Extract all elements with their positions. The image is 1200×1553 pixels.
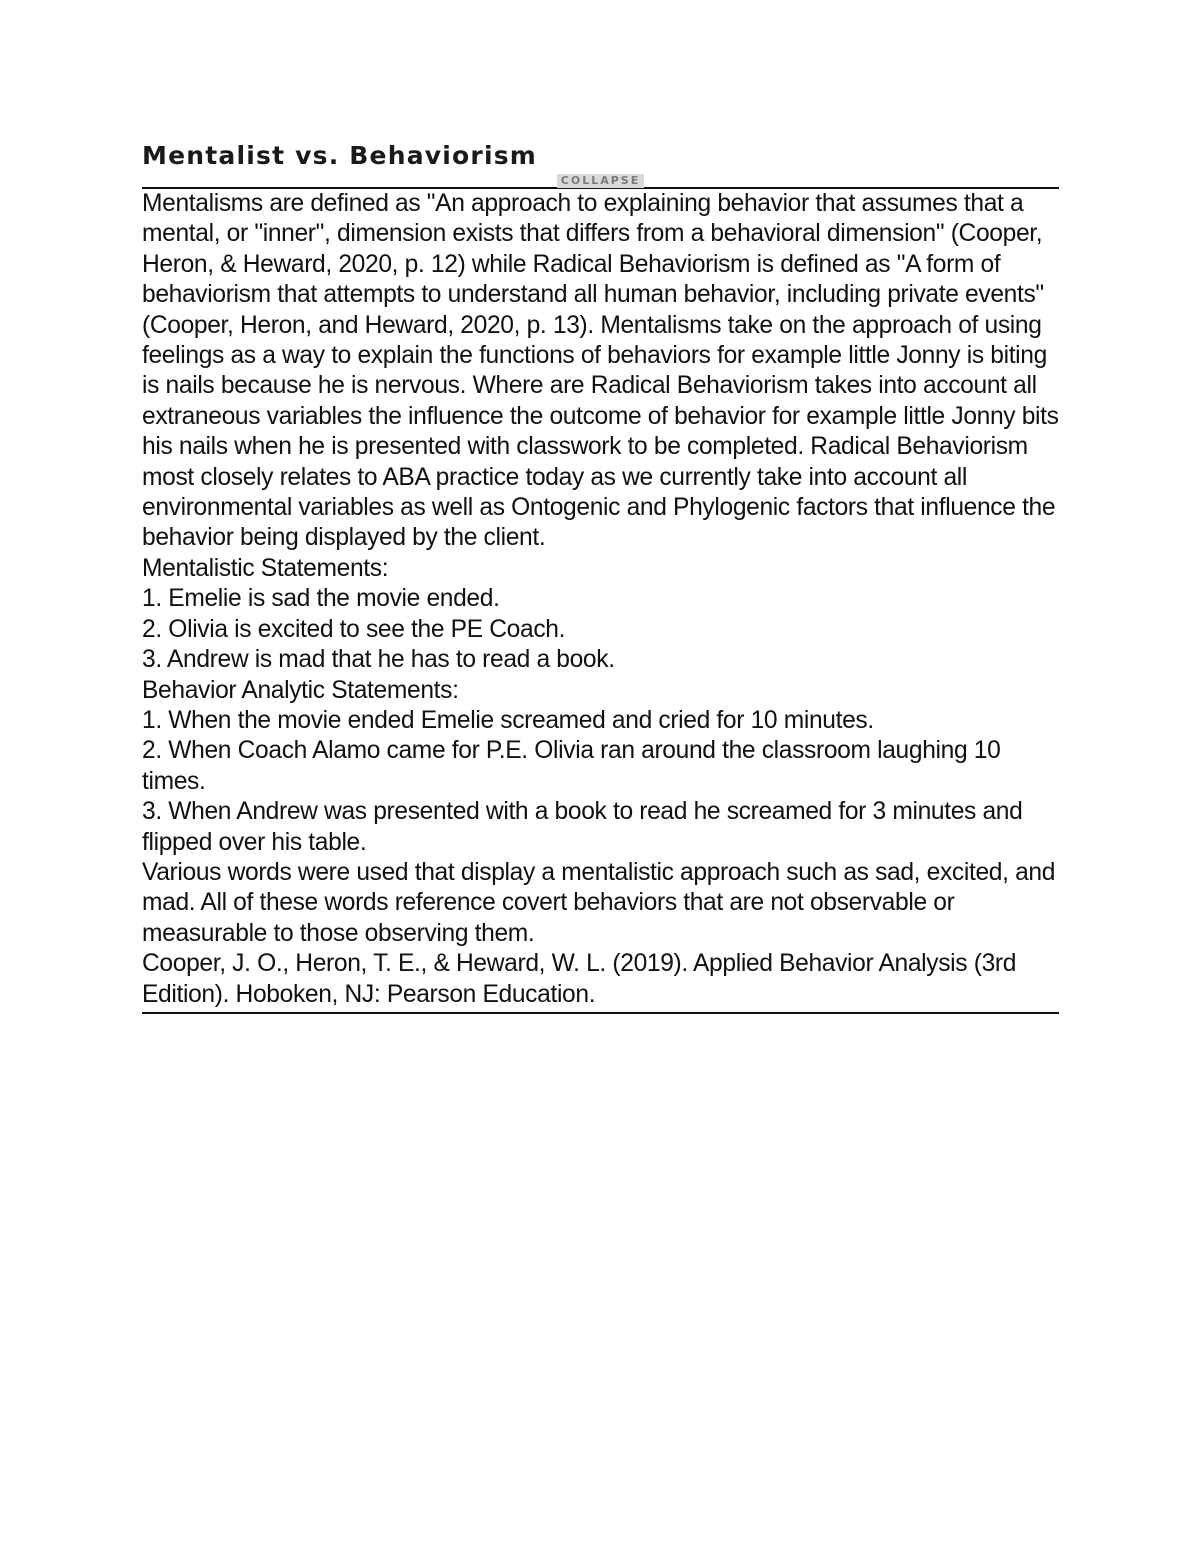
reference-citation: Cooper, J. O., Heron, T. E., & Heward, W. L. (2019). Applied Behavior Analysis (3rd Edition). Hoboken, NJ: Pearson Education. xyxy=(142,950,1017,1008)
behavior-analytic-heading: Behavior Analytic Statements: xyxy=(142,676,459,704)
mentalistic-statement-2: 2. Olivia is excited to see the PE Coach. xyxy=(142,615,566,643)
collapse-row xyxy=(142,173,1059,187)
intro-paragraph: Mentalisms are defined as "An approach to explaining behavior that assumes that a mental, or "inner", dimension exists that differs from a behavioral dimension" (Cooper, Heron, & Heward, 2020, p. 12) while Radical Behaviorism is defined as "A form of behaviorism that attempts to understand all human behavior, including private events" (Cooper, Heron, and Heward, 2020, p. 13). Mentalisms take on the approach of using feelings as a way to explain the functions of behaviors for example little Jonny is biting is nails because he is nervous. Where are Radical Behaviorism takes into account all extraneous variables the influence the outcome of behavior for example little Jonny bits his nails when he is presented with classwork to be completed. Radical Behaviorism most closely relates to ABA practice today as we currently take into account all environmental variables as well as Ontogenic and Phylogenic factors that influence the behavior being displayed by the client. xyxy=(142,190,1059,552)
behavior-analytic-statement-1: 1. When the movie ended Emelie screamed and cried for 10 minutes. xyxy=(142,706,874,734)
document-page xyxy=(142,138,1059,1014)
mentalistic-statement-3: 3. Andrew is mad that he has to read a book. xyxy=(142,646,615,674)
behavior-analytic-statement-2: 2. When Coach Alamo came for P.E. Olivia ran around the classroom laughing 10 times. xyxy=(142,737,1001,795)
collapse-button[interactable]: COLLAPSE xyxy=(557,174,644,188)
summary-paragraph: Various words were used that display a mentalistic approach such as sad, excited, and mad. All of these words reference covert behaviors that are not observable or measurable to those observing them. xyxy=(142,858,1056,947)
document-title: Mentalist vs. Behaviorism xyxy=(142,141,538,170)
mentalistic-heading: Mentalistic Statements: xyxy=(142,554,389,582)
bottom-divider xyxy=(142,1012,1059,1014)
mentalistic-statement-1: 1. Emelie is sad the movie ended. xyxy=(142,585,500,613)
document-body xyxy=(142,189,1059,1010)
behavior-analytic-statement-3: 3. When Andrew was presented with a book to read he screamed for 3 minutes and flipped over his table. xyxy=(142,798,1023,856)
